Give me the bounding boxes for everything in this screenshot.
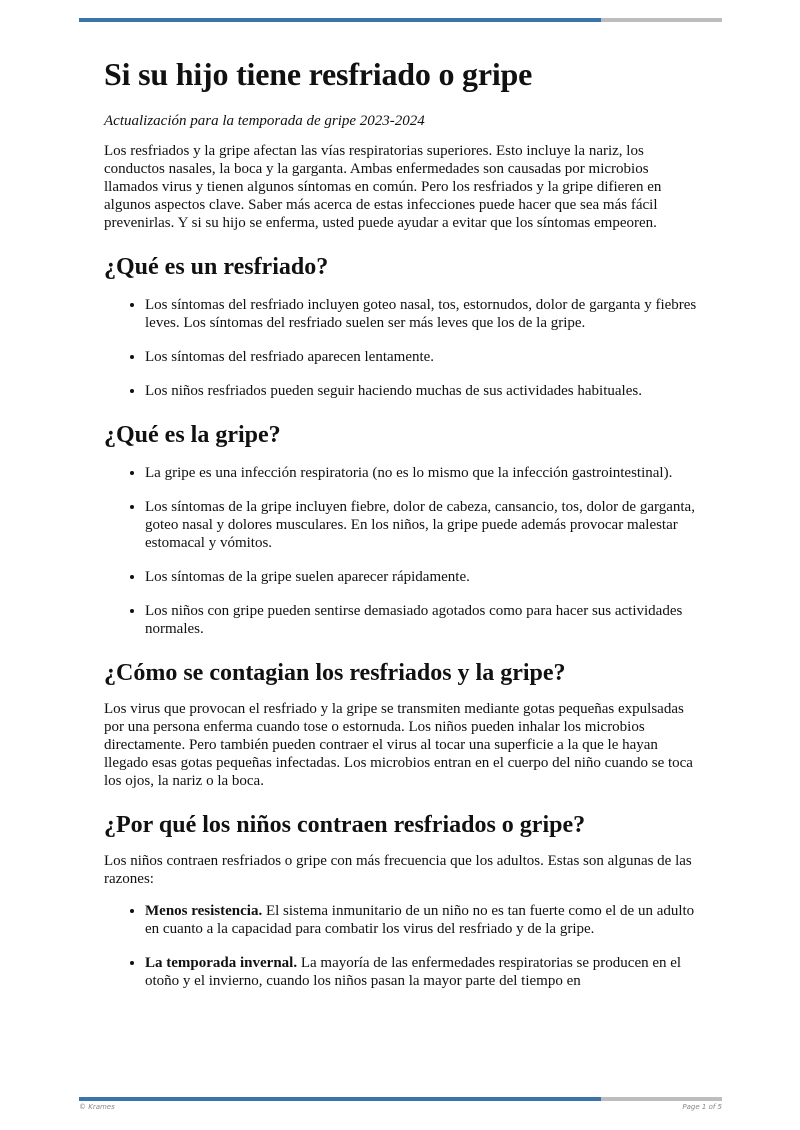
- flu-bullet-list: [104, 464, 704, 638]
- list-item: • Los síntomas de la gripe suelen aparecer rápidamente.: [145, 568, 704, 586]
- header-rule-gray: [601, 18, 722, 22]
- list-item: [145, 902, 704, 938]
- reason-title: La temporada invernal.: [145, 955, 298, 971]
- header-rule: [79, 18, 722, 22]
- document-body: [104, 52, 704, 990]
- section-heading-cold: ¿Qué es un resfriado?: [104, 254, 329, 280]
- reason-text: La mayoría de las enfermedades respiratorias se producen en el otoño y el invierno, cuando los niños pasan la mayor parte del tiempo en: [145, 955, 682, 989]
- cold-bullet-list: [104, 296, 704, 400]
- page-footer: [79, 1103, 722, 1111]
- footer-rule-gray: [601, 1097, 722, 1101]
- list-item: • Los síntomas de la gripe incluyen fiebre, dolor de cabeza, cansancio, tos, dolor de garganta, goteo nasal y dolores musculares. En los niños, la gripe puede además provocar malestar estomacal y vómitos.: [145, 498, 704, 552]
- reason-title: Menos resistencia.: [145, 903, 263, 919]
- reason-text: El sistema inmunitario de un niño no es tan fuerte como el de un adulto en cuanto a la capacidad para combatir los virus del resfriado y de la gripe.: [145, 903, 695, 937]
- intro-paragraph: Los resfriados y la gripe afectan las vías respiratorias superiores. Esto incluye la nariz, los conductos nasales, la boca y la garganta. Ambas enfermedades son causadas por microbios llamados virus y tienen algunos síntomas en común. Pero los resfriados y la gripe difieren en algunos aspectos clave. Saber más acerca de estas infecciones puede hacer que sea más fácil prevenirlas. Y si su hijo se enferma, usted puede ayudar a evitar que los síntomas empeoren.: [104, 143, 662, 231]
- why-children-paragraph: Los niños contraen resfriados o gripe con más frecuencia que los adultos. Estas son algunas de las razones:: [104, 853, 692, 887]
- list-item: • Los síntomas del resfriado aparecen lentamente.: [145, 348, 704, 366]
- spread-paragraph: Los virus que provocan el resfriado y la gripe se transmiten mediante gotas pequeñas expulsadas por una persona enferma cuando tose o estornuda. Los niños pueden inhalar los microbios directamente. Pero también pueden contraer el virus al tocar una superficie a la que le hayan llegado esas gotas pequeñas infectadas. Los microbios entran en el cuerpo del niño cuando se toca los ojos, la nariz o la boca.: [104, 701, 693, 789]
- footer-rule-accent: [79, 1097, 601, 1101]
- section-heading-why-children: ¿Por qué los niños contraen resfriados o gripe?: [104, 812, 586, 838]
- list-item: • Los síntomas del resfriado incluyen goteo nasal, tos, estornudos, dolor de garganta y fiebres leves. Los síntomas del resfriado suelen ser más leves que los de la gripe.: [145, 296, 704, 332]
- reasons-bullet-list: [104, 902, 704, 990]
- page-subtitle: Actualización para la temporada de gripe 2023-2024: [104, 113, 425, 129]
- section-heading-spread: ¿Cómo se contagian los resfriados y la gripe?: [104, 660, 566, 686]
- list-item: • La gripe es una infección respiratoria (no es lo mismo que la infección gastrointestinal).: [145, 464, 704, 482]
- header-rule-accent: [79, 18, 601, 22]
- list-item: • Los niños con gripe pueden sentirse demasiado agotados como para hacer sus actividades normales.: [145, 602, 704, 638]
- list-item: [145, 954, 704, 990]
- page-title: Si su hijo tiene resfriado o gripe: [104, 56, 533, 92]
- footer-rule: [79, 1097, 722, 1101]
- copyright-text: © Krames: [79, 1103, 115, 1111]
- list-item: • Los niños resfriados pueden seguir haciendo muchas de sus actividades habituales.: [145, 382, 704, 400]
- section-heading-flu: ¿Qué es la gripe?: [104, 422, 281, 448]
- page-number: Page 1 of 5: [682, 1103, 722, 1111]
